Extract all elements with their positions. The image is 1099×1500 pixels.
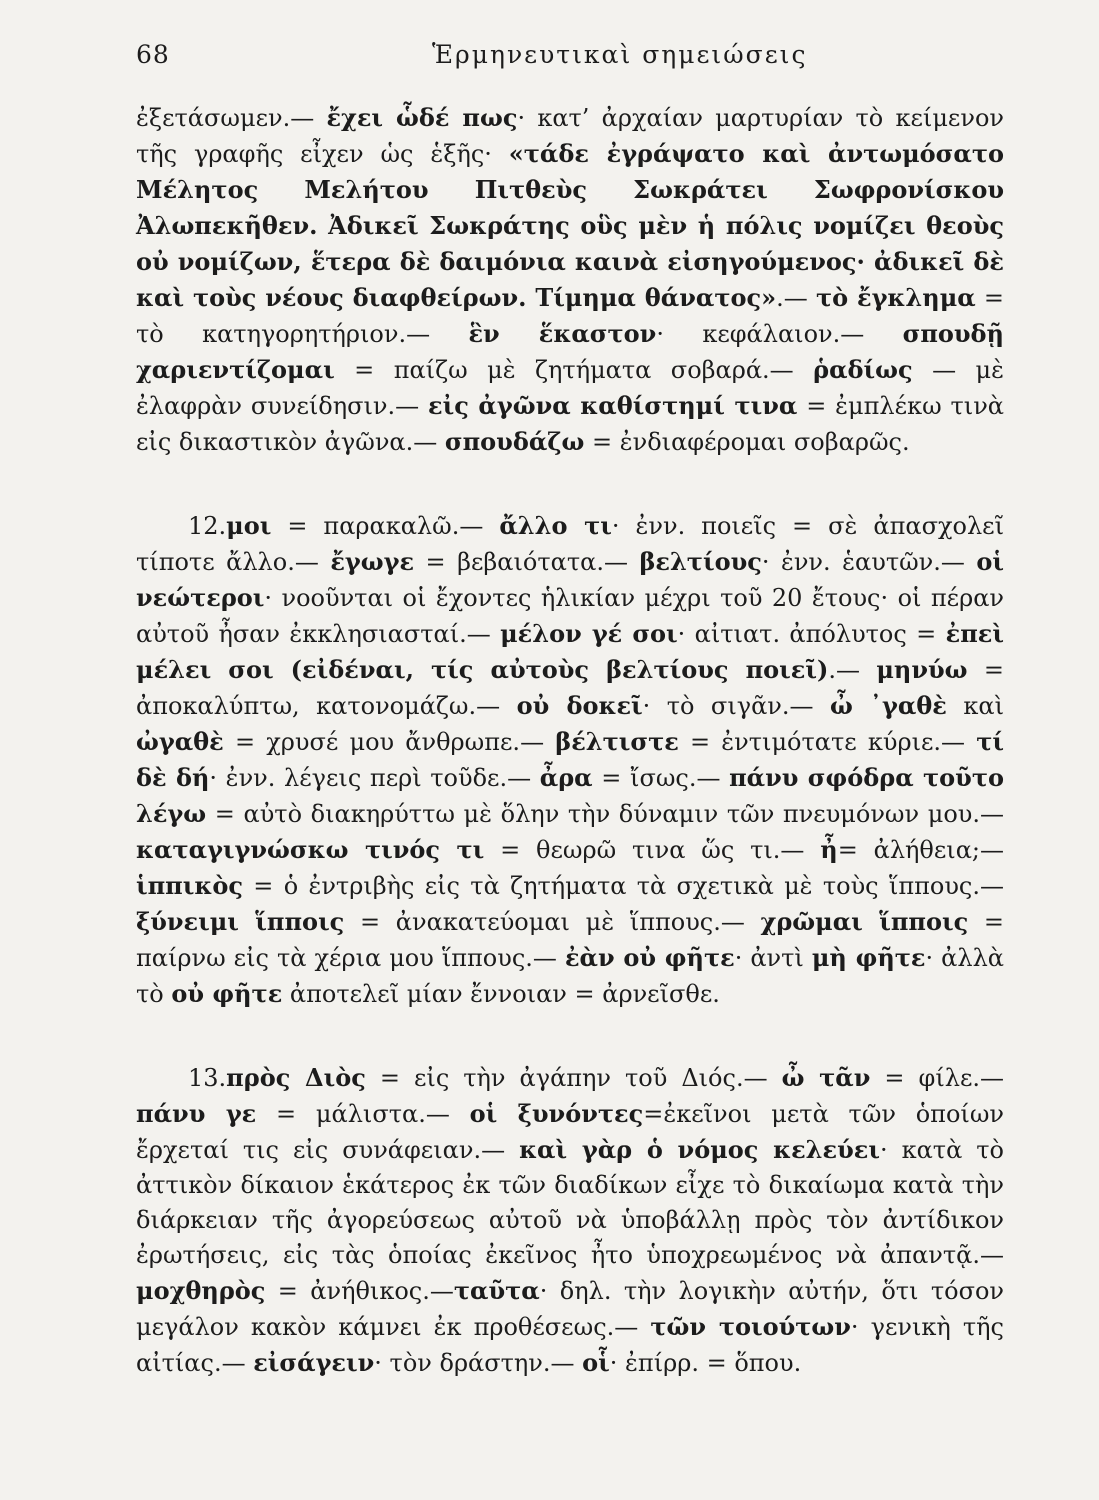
gloss-text: καὶ <box>946 692 1004 720</box>
lemma-term: μοχθηρὸς <box>136 1276 266 1305</box>
gloss-text: = τὸ κατηγορητήριον.— <box>136 284 1004 348</box>
lemma-term: ἆρα <box>539 763 593 792</box>
gloss-text: = μάλιστα.— <box>256 1100 470 1128</box>
lemma-term: ἓν ἕκαστον <box>468 319 657 348</box>
gloss-text: = ἴσως.— <box>592 764 730 792</box>
gloss-text: ἐξετάσωμεν.— <box>136 104 327 132</box>
gloss-text: = παίρνω εἰς τὰ χέρια μου ἵππους.— <box>136 908 1004 972</box>
gloss-text: = ἐντιμότατε κύριε.— <box>678 728 977 756</box>
gloss-text: = χρυσέ μου ἄνθρωπε.— <box>223 728 556 756</box>
gloss-text: = εἰς τὴν ἀγάπην τοῦ Διός.— <box>365 1064 782 1092</box>
gloss-text: · γενικὴ τῆς αἰτίας.— <box>136 1313 1004 1377</box>
gloss-text: = βεβαιότατα.— <box>414 548 640 576</box>
gloss-text: · τὸν δράστην.— <box>374 1349 583 1377</box>
lemma-term: οἷ <box>582 1348 610 1377</box>
gloss-text: · κατὰ τὸ ἀττικὸν δίκαιον ἑκάτερος ἐκ τῶν διαδίκων εἶχε τὸ δικαίωμα κατὰ τὴν διάρκειαν τῆς ἀγορεύσεως αὐτοῦ νὰ ὑποβάλλῃ πρὸς τὸν ἀντίδικον ἐρωτήσεις, εἰς τὰς ὁποίας ἐκεῖνος ἦτο ὑποχρεωμένος νὰ ἀπαντᾷ.— <box>136 1136 1004 1269</box>
lemma-term: εἰσάγειν <box>253 1348 375 1377</box>
lemma-term: οἱ ξυνόντες <box>469 1099 644 1128</box>
lemma-term: ἦ <box>820 835 838 864</box>
lemma-term: καὶ γὰρ ὁ νόμος κελεύει <box>519 1135 880 1164</box>
lemma-term: οὐ φῆτε <box>171 979 283 1008</box>
paragraph <box>136 100 1004 460</box>
gloss-text: · νοοῦνται οἱ ἔχοντες ἡλικίαν μέχρι τοῦ 20 ἔτους· οἱ πέραν αὐτοῦ ἦσαν ἐκκλησιασταί.— <box>136 584 1004 648</box>
page-number: 68 <box>136 40 170 69</box>
lemma-term: ἔχει ὧδέ πως <box>326 103 518 132</box>
lemma-term: χρῶμαι ἵπποις <box>760 907 969 936</box>
gloss-text: = ἀνήθικος.— <box>265 1277 454 1305</box>
lemma-term: ἐὰν οὐ φῆτε <box>564 943 735 972</box>
gloss-text: ἀποτελεῖ μίαν ἔννοιαν = ἀρνεῖσθε. <box>282 980 720 1008</box>
lemma-term: σπουδῇ χαριεντίζομαι <box>136 319 1005 384</box>
lemma-term: πρὸς Διὸς <box>226 1063 366 1092</box>
gloss-text: · ἐπίρρ. = ὅπου. <box>609 1349 802 1377</box>
paragraph-number: 12. <box>188 512 227 540</box>
lemma-term: ὦ τᾶν <box>781 1063 871 1092</box>
lemma-term: καταγιγνώσκω τινός τι <box>136 835 485 864</box>
running-title: Ἑρμηνευτικαὶ σημειώσεις <box>432 40 808 69</box>
gloss-text: · ἐνν. λέγεις περὶ τοῦδε.— <box>209 764 540 792</box>
page-header <box>136 40 1006 84</box>
lemma-term: πάνυ γε <box>136 1099 257 1128</box>
lemma-term: μέλον γέ σοι <box>500 619 678 648</box>
gloss-text: · τὸ σιγᾶν.— <box>642 692 830 720</box>
lemma-term: ξύνειμι ἵπποις <box>136 907 345 936</box>
lemma-term: οἱ νεώτεροι <box>136 547 1004 612</box>
gloss-text: = ἀνακατεύομαι μὲ ἵππους.— <box>344 908 761 936</box>
gloss-text: = θεωρῶ τινα ὥς τι.— <box>484 836 821 864</box>
gloss-text: — μὲ ἐλαφρὰν συνείδησιν.— <box>136 356 1004 420</box>
lemma-term: βέλτιστε <box>555 727 679 756</box>
paragraph-number: 13. <box>188 1064 227 1092</box>
gloss-text: · ἀντὶ <box>734 944 812 972</box>
paragraph <box>136 508 1004 1012</box>
body-text <box>136 100 1004 1381</box>
lemma-term: ἄλλο τι <box>499 511 612 540</box>
lemma-term: ἔγωγε <box>330 547 415 576</box>
lemma-term: ἱππικὸς <box>136 871 243 900</box>
gloss-text: · αἰτιατ. ἀπόλυτος = <box>677 620 946 648</box>
gloss-text: = παίζω μὲ ζητήματα σοβαρά.— <box>334 356 814 384</box>
gloss-text: · ἀλλὰ τὸ <box>136 944 1005 1008</box>
lemma-term: βελτίους <box>639 547 762 576</box>
gloss-text: = ἀποκαλύπτω, κατονομάζω.— <box>136 656 1004 720</box>
lemma-term: εἰς ἀγῶνα καθίστημί τινα <box>428 391 798 420</box>
gloss-text: = ἐμπλέκω τινὰ εἰς δικαστικὸν ἀγῶνα.— <box>136 392 1004 456</box>
lemma-term: τί δὲ δή <box>136 727 1004 792</box>
gloss-text: · ἐνν. ποιεῖς = σὲ ἀπασχολεῖ τίποτε ἄλλο.— <box>136 512 1004 576</box>
gloss-text: = ἐνδιαφέρομαι σοβαρῶς. <box>584 428 910 456</box>
lemma-term: οὐ δοκεῖ <box>516 691 643 720</box>
paragraph <box>136 1060 1004 1381</box>
lemma-term: μηνύω <box>876 655 968 684</box>
gloss-text: = αὐτὸ διακηρύττω μὲ ὅλην τὴν δύναμιν τῶν πνευμόνων μου.— <box>206 800 1004 828</box>
gloss-text: = παρακαλῶ.— <box>271 512 500 540</box>
lemma-term: «τάδε ἐγράψατο καὶ ἀντωμόσατο Μέλητος Μελήτου Πιτθεὺς Σωκράτει Σωφρονίσκου Ἀλωπεκῆθεν. Ἀδικεῖ Σωκράτης οὓς μὲν ἡ πόλις νομίζει θεοὺς οὐ νομίζων, ἕτερα δὲ δαιμόνια καινὰ εἰσηγούμενος· ἀδικεῖ δὲ καὶ τοὺς νέους διαφθείρων. Τίμημα θάνατος» <box>136 139 1004 312</box>
lemma-term: ὠγαθὲ <box>136 727 224 756</box>
gloss-text: = ὁ ἐντριβὴς εἰς τὰ ζητήματα τὰ σχετικὰ μὲ τοὺς ἵππους.— <box>242 872 1004 900</box>
lemma-term: τὸ ἔγκλημα <box>815 283 976 312</box>
gloss-text: =ἐκεῖνοι μετὰ τῶν ὁποίων ἔρχεταί τις εἰς συνάφειαν.— <box>136 1100 1004 1164</box>
lemma-term: μὴ φῆτε <box>811 943 926 972</box>
gloss-text: · δηλ. τὴν λογικὴν αὐτήν, ὅτι τόσον μεγάλον κακὸν κάμνει ἐκ προθέσεως.— <box>136 1277 1004 1341</box>
gloss-text: · κατ’ ἀρχαίαν μαρτυρίαν τὸ κείμενον τῆς γραφῆς εἶχεν ὡς ἑξῆς· <box>136 104 1004 168</box>
lemma-term: ῥαδίως <box>813 355 913 384</box>
gloss-text: = φίλε.— <box>870 1064 1005 1092</box>
gloss-text: · ἐνν. ἑαυτῶν.— <box>761 548 977 576</box>
lemma-term: τῶν τοιούτων <box>650 1312 851 1341</box>
lemma-term: μοι <box>226 511 272 540</box>
lemma-term: πάνυ σφόδρα τοῦτο λέγω <box>136 763 1004 828</box>
gloss-text: = ἀλήθεια;— <box>837 836 1005 864</box>
gloss-text: .— <box>828 656 877 684</box>
gloss-text: · κεφάλαιον.— <box>656 320 903 348</box>
lemma-term: σπουδάζω <box>444 427 585 456</box>
lemma-term: ὦ ᾽γαθὲ <box>829 691 947 720</box>
lemma-term: ἐπεὶ μέλει σοι (εἰδέναι, τίς αὐτοὺς βελτίους ποιεῖ) <box>136 619 1004 684</box>
gloss-text: .— <box>776 284 816 312</box>
lemma-term: ταῦτα <box>453 1276 540 1305</box>
